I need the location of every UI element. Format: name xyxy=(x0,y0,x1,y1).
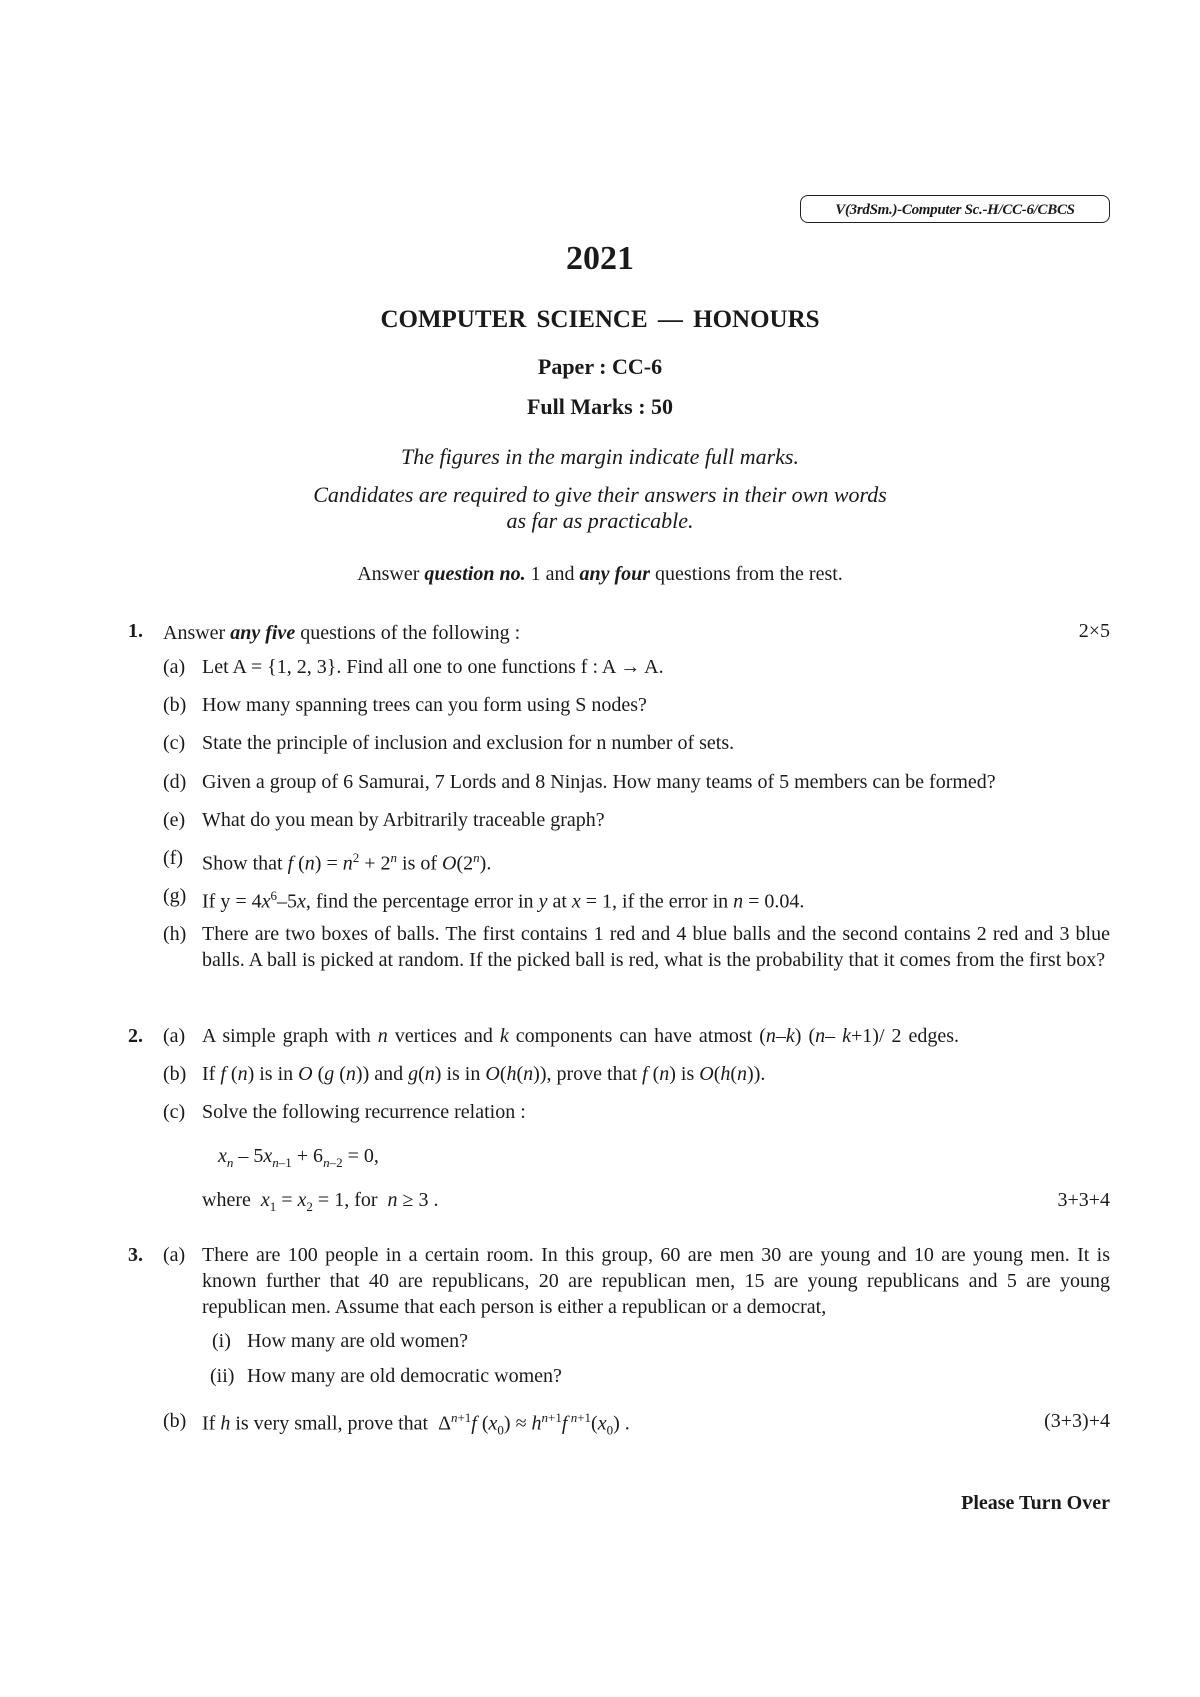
paper-code: Paper : CC-6 xyxy=(537,354,663,379)
answer-post: questions from the rest. xyxy=(650,563,843,585)
q1e-text: What do you mean by Arbitrarily traceable graph? xyxy=(202,809,605,831)
subject-title: COMPUTER SCIENCE — HONOURS xyxy=(380,306,820,333)
q3a-text: There are 100 people in a certain room. In this group, 60 are men 30 are young and 10 are young men. It is known further that 40 are republicans, 20 are republican men, 15 are young republicans and 5 are young republican men. Assume that each person is either a republican or a democrat, xyxy=(202,1244,1110,1318)
q1d-text: Given a group of 6 Samurai, 7 Lords and 8 Ninjas. How many teams of 5 members can be formed? xyxy=(202,771,996,793)
q1g-text: If $y = 4x^6-5x$, find the percentage error in y at x = 1, if the error in n = 0.04. xyxy=(202,888,805,913)
answer-pre: Answer xyxy=(357,563,425,585)
answer-any-four: any four xyxy=(579,563,651,585)
exam-year: 2021 xyxy=(566,240,634,277)
q2-number: 2. xyxy=(128,1025,143,1047)
answer-instruction xyxy=(0,563,1200,586)
q2b-label: (b) xyxy=(163,1063,187,1085)
q3a-i-label: (i) xyxy=(212,1330,231,1352)
q2c-equation: $x_n - 5x_{n-1} + 6_{n-2} = 0$, xyxy=(218,1145,379,1170)
q1-number: 1. xyxy=(128,620,143,642)
q3b-text: If h is very small, prove that $\Delta^{n+1}f$ $(x_0) \approx h^{n+1}f$ $^{n+1}(x_0)$ . xyxy=(202,1410,630,1438)
q2c-text: Solve the following recurrence relation : xyxy=(202,1101,526,1123)
q1f-text: Show that f $(n) = n^2 + 2^n$ is of O(2$^n$). xyxy=(202,850,492,875)
q1-intro-pre: Answer xyxy=(163,622,231,644)
q3a-i-text: How many are old women? xyxy=(247,1330,469,1352)
q1c-label: (c) xyxy=(163,732,186,754)
q3a-label: (a) xyxy=(163,1244,186,1266)
q1f-label: (f) xyxy=(163,847,183,869)
q2b-text: If f (n) is in O (g (n)) and g(n) is in O(h(n)), prove that f (n) is O(h(n)). xyxy=(202,1063,766,1085)
instruction-own-words: Candidates are required to give their answers in their own words xyxy=(313,482,887,507)
q1-intro-any-five: any five xyxy=(230,622,296,644)
q2a-label: (a) xyxy=(163,1025,186,1047)
full-marks: Full Marks : 50 xyxy=(526,394,674,419)
q3a-ii-label: (ii) xyxy=(210,1365,235,1387)
answer-question-no: question no. xyxy=(424,563,526,585)
q1-marks: 2×5 xyxy=(1078,620,1110,642)
q1a-text: Let A = {1, 2, 3}. Find all one to one functions f : A → A. xyxy=(202,656,664,678)
q2-marks: 3+3+4 xyxy=(1057,1189,1110,1211)
q2c-condition: where $x_1 = x_2 = 1$, for n ≥ 3 . xyxy=(202,1189,439,1214)
q3-marks: (3+3)+4 xyxy=(1044,1410,1110,1432)
q1e-label: (e) xyxy=(163,809,186,831)
q1b-text: How many spanning trees can you form using S nodes? xyxy=(202,694,647,716)
paper-code-box: V(3rdSm.)-Computer Sc.-H/CC-6/CBCS xyxy=(800,195,1110,223)
q3-number: 3. xyxy=(128,1244,143,1266)
q3a-ii-text: How many are old democratic women? xyxy=(247,1365,562,1387)
instruction-practicable: as far as practicable. xyxy=(506,508,694,533)
q1h-text: There are two boxes of balls. The first contains 1 red and 4 blue balls and the second contains 2 red and 3 blue balls. A ball is picked at random. If the picked ball is red, what is the probability that it comes from the first box? xyxy=(202,923,1110,971)
q1a-label: (a) xyxy=(163,656,186,678)
q2a-text: A simple graph with n vertices and k components can have atmost (n–k) (n– k+1)/ 2 edges. xyxy=(202,1025,960,1047)
q3b-label: (b) xyxy=(163,1410,187,1432)
q1-intro xyxy=(163,620,520,646)
instruction-margin: The figures in the margin indicate full marks. xyxy=(400,444,799,469)
q1d-label: (d) xyxy=(163,771,187,793)
q1g-label: (g) xyxy=(163,885,187,907)
q1h-label: (h) xyxy=(163,923,187,945)
q2c-label: (c) xyxy=(163,1101,186,1123)
q1c-text: State the principle of inclusion and exclusion for n number of sets. xyxy=(202,732,735,754)
q1-intro-post: questions of the following : xyxy=(295,622,521,644)
please-turn-over: Please Turn Over xyxy=(961,1492,1110,1514)
answer-mid: 1 and xyxy=(525,563,580,585)
q1b-label: (b) xyxy=(163,694,187,716)
